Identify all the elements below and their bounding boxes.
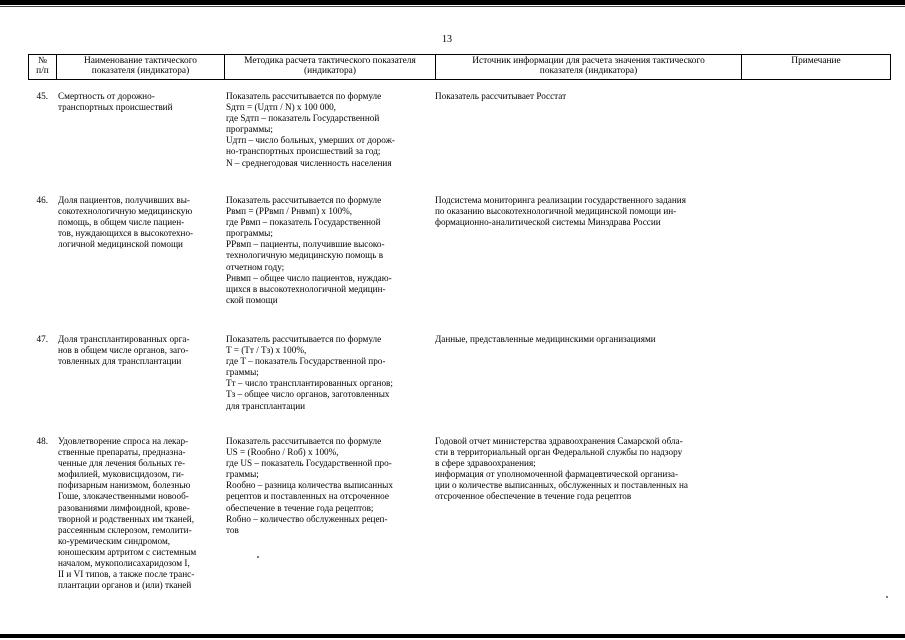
header-col-method: Методика расчета тактического показателя (индикатора) [225,55,436,80]
scan-top-edge [0,0,905,5]
calculation-method: Показатель рассчитывается по формуле Pвмп = (PPвмп / Pнвмп) x 100%, где Pвмп – показатель Государственной программы; PPвмп – пациенты, получившие высоко- технологичную медицинскую помощь в отчетном году; Pнвмп – общее число пациентов, нуждаю- щихся в высокотехнологичной медицин- ской помощи [226,195,392,305]
indicator-name: Доля пациентов, получивших вы- сокотехнологичную медицинскую помощь, в общем числе пациен- тов, нуждающихся в высокотехно- логичной медицинской помощи [58,195,194,250]
row-number: 48. [36,436,48,446]
header-col-name: Наименование тактического показателя (индикатора) [57,55,225,80]
table-header [28,54,891,80]
information-source: Подсистема мониторинга реализации государственного задания по оказанию высокотехнологичной медицинской помощи ин- формационно-аналитической системы Минздрава России [435,195,686,228]
information-source: Годовой отчет министерства здравоохранения Самарской обла- сти в территориальный орган Федеральной службы по надзору в сфере здравоохранения; информация от уполномоченной фармацевтической организа- ции о количестве выписанных, обслуженных и поставленных на отсроченное обеспечение в течение года рецептов [435,436,689,502]
scan-speck [257,556,259,558]
calculation-method: Показатель рассчитывается по формуле Sдтп = (Uдтп / N) x 100 000, где Sдтп – показатель Государственной программы; Uдтп – число больных, умерших от дорож- но-транспортных происшествий за год; N – среднегодовая численность населения [226,91,395,168]
scan-speck [886,596,888,598]
information-source: Показатель рассчитывает Росстат [435,91,567,101]
indicator-name: Удовлетворение спроса на лекар- ственные препараты, предназна- ченные для лечения больных ге- мофилией, муковисцидозом, ги- пофизарным нанизмом, болезнью Гоше, злокачественными новооб- разованиями лимфоидной, крове- творной и родственных им тканей, рассеянным склерозом, гемолити- ко-уремическим синдромом, юношеским артритом с системным началом, мукополисахаридозом I, II и VI типов, а также после транс- плантации органов и (или) тканей [58,436,197,591]
calculation-method: Показатель рассчитывается по формуле T = (Tт / Tз) x 100%, где T – показатель Государственной про- граммы; Tт – число трансплантированных органов; Tз – общее число органов, заготовленных для трансплантации [226,334,393,411]
header-col-note: Примечание [742,55,891,80]
row-number: 47. [36,334,48,344]
page-number: 13 [442,34,452,45]
scan-top-edge-line [0,6,905,7]
row-number: 45. [36,91,48,101]
information-source: Данные, представленные медицинскими организациями [435,334,656,344]
indicator-name: Доля трансплантированных орга- нов в общем числе органов, заго- товленных для трансплантации [58,334,190,367]
header-col-num: № п/п [29,55,57,80]
calculation-method: Показатель рассчитывается по формуле US = (Rообно / Rоб) x 100%, где US – показатель Государственной про- граммы; Rообно – разница количества выписанных рецептов и поставленных на отсроченное обеспечение в течение года рецептов; Rобно – количество обслуженных рецеп- тов [226,436,393,535]
row-number: 46. [36,195,48,205]
header-col-source: Источник информации для расчета значения тактического показателя (индикатора) [436,55,742,80]
indicator-name: Смертность от дорожно- транспортных происшествий [58,91,173,113]
scan-bottom-edge [0,634,905,638]
